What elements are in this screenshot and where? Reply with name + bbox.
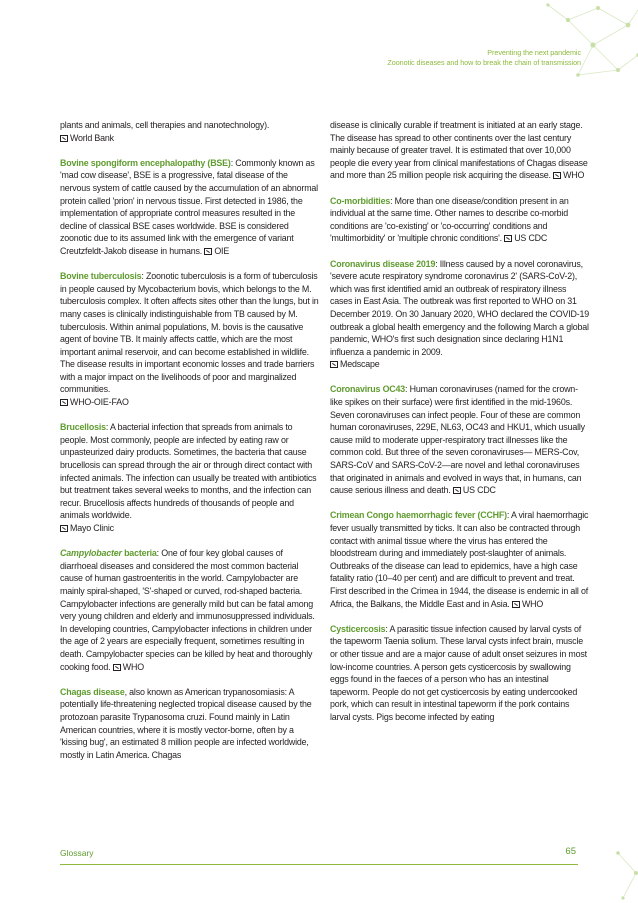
link-icon xyxy=(60,525,68,532)
source-reference xyxy=(453,485,496,495)
source-reference xyxy=(113,662,144,672)
entry-text: : A parasitic tissue infection caused by larval cysts of the tapeworm Taenia solium. These larval cysts infect brain, muscle or other tissue and are a major cause of adult onset seizures in most low-income countries. A person gets cysticercosis by swallowing eggs found in the faeces of a person who has an intestinal tapeworm. People do not get cysticercosis by eating undercooked pork, which can result in intestinal tapeworm if the pork contains larval cysts. Pigs become infected by eating xyxy=(330,623,587,722)
entry-term xyxy=(60,548,157,558)
entry-text: : Illness caused by a novel coronavirus, 'severe acute respiratory syndrome coronavirus 2' (SARS-CoV-2), which was first identified amid an outbreak of respiratory illness cases in East Asia. The outbreak was first reported to WHO on 31 December 2019. On 30 January 2020, WHO declared the COVID-19 outbreak a global health emergency and the following March a global pandemic, WHO's first such designation since declaring H1N1 influenza a pandemic in 2009. xyxy=(330,258,590,357)
source-reference xyxy=(60,523,114,533)
entry-text: : More than one disease/condition present in an individual at the same time. Other names to describe co-morbid conditions are 'co-existing' or 'co-occurring' conditions and 'multimorbidity' or 'multiple chronic conditions'. xyxy=(330,195,569,244)
source-label: US CDC xyxy=(514,233,548,244)
right-column xyxy=(330,119,590,736)
source-reference xyxy=(512,599,543,609)
entry-term: Coronavirus disease 2019 xyxy=(330,258,436,269)
source-label: WHO xyxy=(521,598,544,609)
entry-text: : A bacterial infection that spreads from animals to people. Most commonly, people are infected by eating raw or unpasteurized dairy products. Sometimes, the bacteria that cause brucellosis can spread through the air or through direct contact with infected animals. The infection can usually be treated with antibiotics but treatment takes several weeks to months, and the infection can recur. Brucellosis affects hundreds of thousands of people and animals worldwide. xyxy=(60,422,317,521)
glossary-entry-bse xyxy=(60,157,320,258)
entry-term-rest: bacteria xyxy=(121,548,157,559)
source-reference xyxy=(204,246,229,256)
link-icon xyxy=(113,664,121,671)
network-decoration-bottom xyxy=(608,843,638,903)
left-column xyxy=(60,119,320,774)
glossary-entry-cysticercosis xyxy=(330,623,590,724)
source-label: WHO-OIE-FAO xyxy=(70,397,129,408)
entry-term: Co-morbidities xyxy=(330,195,391,206)
source-label: Medscape xyxy=(340,359,380,370)
source-label: WHO xyxy=(563,170,585,181)
glossary-entry-bovine-tuberculosis xyxy=(60,270,320,409)
entry-text: : Zoonotic tuberculosis is a form of tuberculosis in people caused by Mycobacterium bovis, which belongs to the M. tuberculosis complex. It often affects sites other than the lungs, but in many cases is clinically indistinguishable from TB caused by M. tuberculosis. Within animal populations, M. bovis is the causative agent of bovine TB. It mainly affects cattle, which are the most important animal reservoir, and can become established in wildlife. The disease results in important economic losses and trade barriers with a major impact on the livelihoods of poor and marginalized communities. xyxy=(60,271,319,395)
link-icon xyxy=(504,235,512,242)
link-icon xyxy=(553,172,561,179)
link-icon xyxy=(330,361,338,368)
source-reference xyxy=(553,170,584,180)
entry-term-italic: Campylobacter xyxy=(60,548,122,559)
link-icon xyxy=(60,399,68,406)
source-reference xyxy=(60,133,114,143)
link-icon xyxy=(453,487,461,494)
entry-text: : A viral haemorrhagic fever usually transmitted by ticks. It can also be contracted through contact with animal tissue where the virus has entered the bloodstream during and immediately post-slaughter of animals. Outbreaks of the disease can lead to epidemics, have a high case fatality ratio (10–40 per cent) and are difficult to prevent and treat. First described in the Crimea in 1944, the disease is endemic in all of Africa, the Balkans, the Middle East and in Asia. xyxy=(330,510,589,609)
entry-term: Cysticercosis xyxy=(330,623,386,634)
entry-text: , also known as American trypanosomiasis: A potentially life-threatening neglected tropical disease caused by the protozoan parasite Trypanosoma cruzi. Found mainly in Latin American countries, where it is mostly vector-borne, often by a 'kissing bug', an estimated 8 million people are infected worldwide, mostly in Latin America. Chagas xyxy=(60,686,312,760)
link-icon xyxy=(512,601,520,608)
glossary-entry-coronavirus-oc43 xyxy=(330,383,590,496)
glossary-entry-comorbidities xyxy=(330,195,590,245)
entry-term: Bovine tuberculosis xyxy=(60,271,142,282)
entry-text: : One of four key global causes of diarrhoeal diseases and considered the most common bacterial cause of human gastroenteritis in the world. Campylobacter are mainly spiral-shaped, 'S'-shaped or curved, rod-shaped bacteria. Campylobacter infections are generally mild but can be fatal among very young children and elderly and immunosuppressed individuals. In developing countries, Campylobacter infections in children under the age of 2 years are especially frequent, sometimes resulting in death. Campylobacter species can be killed by heat and thoroughly cooking food. xyxy=(60,548,315,672)
source-label: World Bank xyxy=(70,132,114,143)
glossary-entry-cchf xyxy=(330,509,590,610)
glossary-entry-chagas xyxy=(60,686,320,762)
header-subtitle: Zoonotic diseases and how to break the chain of transmission xyxy=(387,58,581,67)
glossary-entry-chagas-continued xyxy=(330,119,590,182)
entry-term: Coronavirus OC43 xyxy=(330,384,406,395)
entry-term: Crimean Congo haemorrhagic fever (CCHF) xyxy=(330,510,507,521)
source-label: WHO xyxy=(122,661,144,672)
source-label: US CDC xyxy=(462,485,496,496)
source-label: OIE xyxy=(214,245,230,256)
source-reference xyxy=(330,359,380,369)
entry-term: Bovine spongiform encephalopathy (BSE) xyxy=(60,157,231,168)
entry-term: Chagas disease xyxy=(60,686,125,697)
source-reference xyxy=(504,233,547,243)
entry-text: plants and animals, cell therapies and nanotechnology). xyxy=(60,120,270,130)
glossary-entry-continued xyxy=(60,119,320,144)
footer-section-label: Glossary xyxy=(60,848,94,858)
entry-text: disease is clinically curable if treatment is initiated at an early stage. The disease has spread to other continents over the last century mainly because of greater travel. It is estimated that over 10,000 people die every year from clinical manifestations of Chagas disease and more than 25 million people risk acquiring the disease. xyxy=(330,120,588,181)
entry-text: : Commonly known as 'mad cow disease', BSE is a progressive, fatal disease of the nervous system of cattle caused by the accumulation of an abnormal protein called 'prion' in nervous tissue. First detected in 1986, the implementation of appropriate control measures resulted in the decline of classical BSE cases worldwide. BSE is considered zoonotic due to its assumed link with the emergence of variant Creutzfeldt-Jakob disease in humans. xyxy=(60,157,318,256)
header-title: Preventing the next pandemic xyxy=(487,48,581,57)
link-icon xyxy=(204,248,212,255)
page-number: 65 xyxy=(565,846,576,857)
glossary-entry-covid-19 xyxy=(330,258,590,371)
entry-text: : Human coronaviruses (named for the crown-like spikes on their surface) were first identified in the mid-1960s. Seven coronaviruses can infect people. Four of these are common human coronaviruses, 229E, NL63, OC43 and HKU1, which usually cause mild to moderate upper-respiratory tract illnesses like the common cold. But three of the seven coronaviruses— MERS-Cov, SARS-CoV and SARS-CoV-2—are novel and lethal coronaviruses that originated in animals and evolved in ways that, in humans, can cause serious illness and death. xyxy=(330,384,585,496)
source-label: Mayo Clinic xyxy=(70,523,114,533)
glossary-entry-campylobacter xyxy=(60,547,320,673)
source-reference xyxy=(60,397,129,407)
entry-term: Brucellosis xyxy=(60,422,106,433)
link-icon xyxy=(60,135,68,142)
footer-divider xyxy=(60,864,578,865)
glossary-entry-brucellosis xyxy=(60,421,320,534)
running-header xyxy=(387,48,581,68)
